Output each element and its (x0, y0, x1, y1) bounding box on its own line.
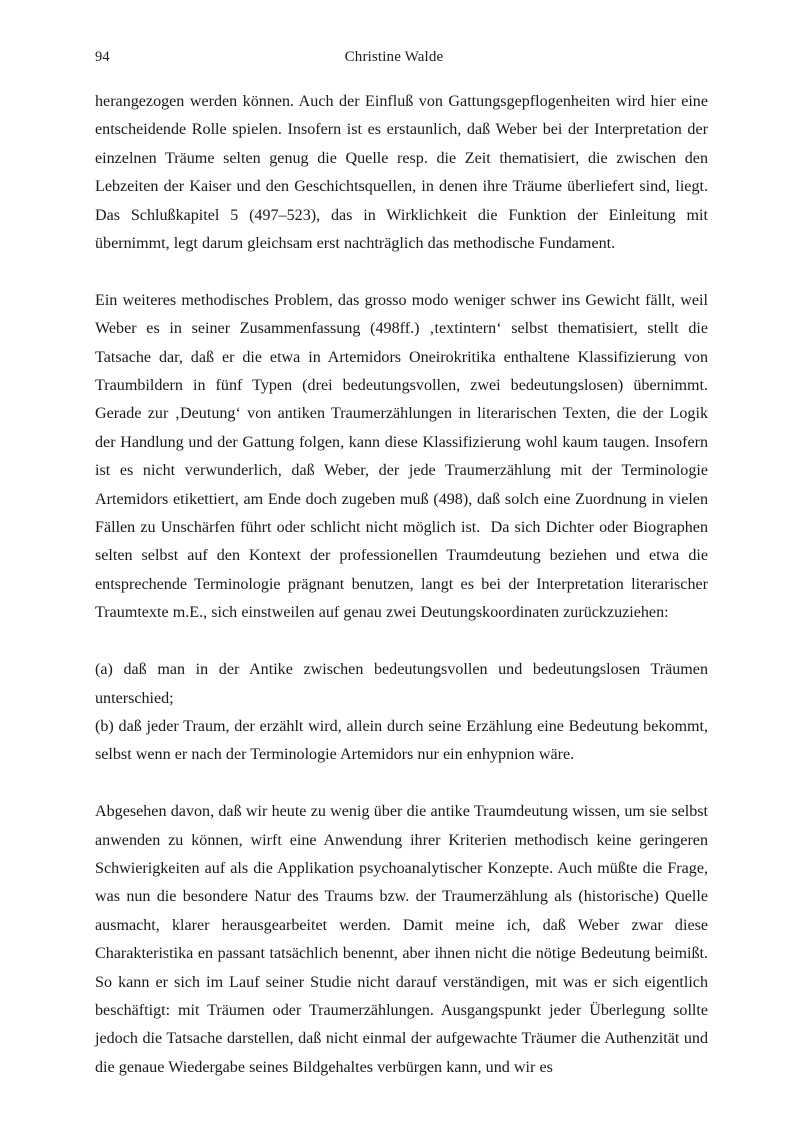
body-text-block (95, 88, 713, 1082)
paragraph-enumeration (95, 656, 708, 770)
enumeration-item-b: (b) daß jeder Traum, der erzählt wird, allein durch seine Erzählung eine Bedeutung bekommt, selbst wenn er nach der Terminologie Artemidors nur ein enhypnion wäre. (95, 717, 708, 764)
paragraph-2: Ein weiteres methodisches Problem, das grosso modo weniger schwer ins Gewicht fällt, weil Weber es in seiner Zusammenfassung (498ff.) ‚textintern‘ selbst thematisiert, stellt die Tatsache dar, daß er die etwa in Artemidors Oneirokritika enthaltene Klassifizierung von Traumbildern in fünf Typen (drei bedeutungsvollen, zwei bedeutungslosen) übernimmt. Gerade zur ‚Deutung‘ von antiken Traumerzählungen in literarischen Texten, die der Logik der Handlung und der Gattung folgen, kann diese Klassifizierung wohl kaum taugen. Insofern ist es nicht verwunderlich, daß Weber, der jede Traumerzählung mit der Terminologie Artemidors etikettiert, am Ende doch zugeben muß (498), daß solch eine Zuordnung in vielen Fällen zu Unschärfen führt oder schlicht nicht möglich ist. Da sich Dichter oder Biographen selten selbst auf den Kontext der professionellen Traumdeutung beziehen und etwa die entsprechende Terminologie prägnant benutzen, langt es bei der Interpretation literarischer Traumtexte m.E., sich einstweilen auf genau zwei Deutungskoordinaten zurückzuziehen: (95, 291, 713, 622)
enumeration-item-a: (a) daß man in der Antike zwischen bedeutungsvollen und bedeutungslosen Träumen unterschied; (95, 661, 708, 707)
page-number: 94 (95, 49, 110, 65)
running-head (95, 46, 707, 68)
paragraph-1: herangezogen werden können. Auch der Einfluß von Gattungsgepflogenheiten wird hier eine entscheidende Rolle spielen. Insofern ist es erstaunlich, daß Weber bei der Interpretation der einzelnen Träume selten genug die Quelle resp. die Zeit thematisiert, die zwischen den Lebzeiten der Kaiser und den Geschichtsquellen, in denen ihre Träume überliefert sind, liegt. Das Schlußkapitel 5 (497–523), das in Wirklichkeit die Funktion der Einleitung mit übernimmt, legt darum gleichsam erst nachträglich das methodische Fundament. (95, 93, 708, 253)
running-head-author: Christine Walde (344, 49, 444, 65)
paragraph-3: Abgesehen davon, daß wir heute zu wenig über die antike Traumdeutung wissen, um sie selbst anwenden zu können, wirft eine Anwendung ihrer Kriterien methodisch keine geringeren Schwierigkeiten auf als die Applikation psychoanalytischer Konzepte. Auch müßte die Frage, was nun die besondere Natur des Traums bzw. der Traumerzählung als (historische) Quelle ausmacht, klarer herausgearbeitet werden. Damit meine ich, daß Weber zwar diese Charakteristika en passant tatsächlich benennt, aber ihnen nicht die nötige Bedeutung beimißt. So kann er sich im Lauf seiner Studie nicht darauf verständigen, mit was er sich eigentlich beschäftigt: mit Träumen oder Traumerzählungen. Ausgangspunkt jeder Überlegung sollte jedoch die Tatsache darstellen, daß nicht einmal der aufgewachte Träumer die Authenzität und die genaue Wiedergabe seines Bildgehaltes verbürgen kann, und wir es (95, 803, 708, 1076)
